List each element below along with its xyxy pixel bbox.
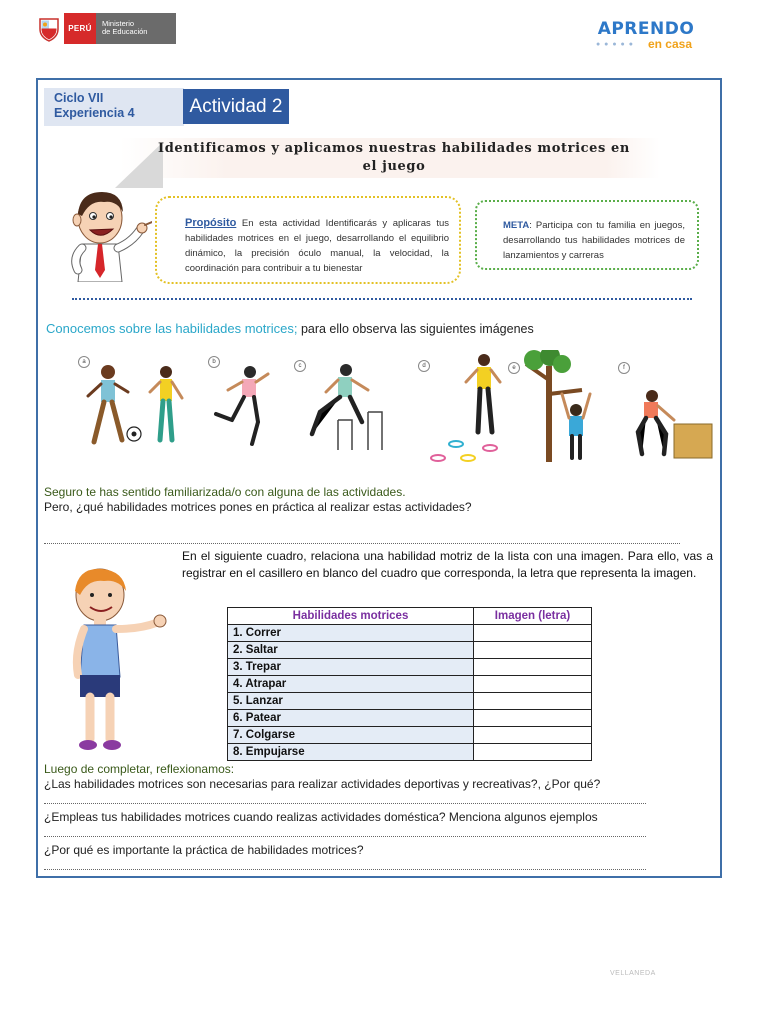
hurdles-jumper-illustration bbox=[312, 364, 382, 450]
running-girl-illustration bbox=[216, 366, 268, 444]
teacher-illustration bbox=[60, 186, 152, 282]
section-heading-highlight: Conocemos sobre las habilidades motrices; bbox=[46, 321, 298, 336]
answer-line[interactable] bbox=[44, 836, 646, 837]
skill-cell: 6. Patear bbox=[228, 710, 474, 727]
coat-of-arms-icon bbox=[34, 13, 64, 44]
answer-cell[interactable] bbox=[474, 710, 592, 727]
goal-text: : Participa con tu familia en juegos, desarrollando tus habilidades motrices de lanzamientos y carreras bbox=[503, 220, 685, 261]
brand-top: APRENDO bbox=[597, 19, 695, 39]
answer-line[interactable] bbox=[44, 543, 680, 544]
reflection-question-2: ¿Empleas tus habilidades motrices cuando realizas actividades doméstica? Menciona algunos ejemplos bbox=[44, 810, 598, 824]
table-row bbox=[228, 744, 592, 761]
skill-cell: 5. Lanzar bbox=[228, 693, 474, 710]
table-instructions: En el siguiente cuadro, relaciona una habilidad motriz de la lista con una imagen. Para ello, vas a registrar en el casillero en blanco del cuadro que corresponda, la letra que representa la imagen. bbox=[182, 549, 713, 580]
goal-label: META bbox=[503, 220, 530, 231]
brand-dots: ● ● ● ● ● bbox=[596, 41, 634, 48]
activities-image-strip bbox=[76, 350, 716, 468]
brand-bottom: en casa bbox=[647, 37, 692, 51]
ministry-logo bbox=[34, 13, 176, 44]
section-heading bbox=[46, 321, 534, 336]
table-row bbox=[228, 642, 592, 659]
answer-line[interactable] bbox=[44, 869, 646, 870]
answer-cell[interactable] bbox=[474, 693, 592, 710]
skill-cell: 3. Trepar bbox=[228, 659, 474, 676]
image-label-a: a bbox=[78, 356, 90, 368]
prompt-familiar: Seguro te has sentido familiarizada/o con alguna de las actividades. bbox=[44, 485, 406, 499]
table-row bbox=[228, 693, 592, 710]
ministry-name: Ministerio de Educación bbox=[96, 13, 176, 44]
purpose-text: En esta actividad Identificarás y aplicaras tus habilidades motrices en el juego, desarrollando el equilibrio dinámico, la precisión óculo manual, la velocidad, la coordinación para contribuir a tu bienestar bbox=[185, 218, 449, 274]
cycle-badge bbox=[44, 88, 184, 126]
answer-cell[interactable] bbox=[474, 642, 592, 659]
prompt-question: Pero, ¿qué habilidades motrices pones en práctica al realizar estas actividades? bbox=[44, 500, 472, 514]
skill-cell: 1. Correr bbox=[228, 625, 474, 642]
kicking-kids-illustration bbox=[88, 365, 182, 442]
skill-cell: 8. Empujarse bbox=[228, 744, 474, 761]
image-label-e: e bbox=[508, 362, 520, 374]
answer-cell[interactable] bbox=[474, 625, 592, 642]
table-row bbox=[228, 727, 592, 744]
page-title: Identificamos y aplicamos nuestras habilidades motrices en el juego bbox=[158, 141, 630, 174]
activity-label: Actividad 2 bbox=[183, 89, 289, 124]
reflection-question-3: ¿Por qué es importante la práctica de habilidades motrices? bbox=[44, 843, 364, 857]
footer-watermark: VELLANEDA bbox=[610, 970, 656, 977]
image-label-b: b bbox=[208, 356, 220, 368]
column-header-image: Imagen (letra) bbox=[474, 608, 592, 625]
country-label: PERÚ bbox=[64, 13, 96, 44]
experience-label: Experiencia 4 bbox=[54, 106, 135, 120]
skill-cell: 4. Atrapar bbox=[228, 676, 474, 693]
cycle-label: Ciclo VII bbox=[54, 91, 104, 105]
image-label-f: f bbox=[618, 362, 630, 374]
answer-cell[interactable] bbox=[474, 744, 592, 761]
table-row bbox=[228, 659, 592, 676]
reflection-question-1: ¿Las habilidades motrices son necesarias para realizar actividades deportivas y recreativas?, ¿Por qué? bbox=[44, 777, 601, 791]
section-heading-rest: para ello observa las siguientes imágenes bbox=[297, 322, 534, 336]
table-row bbox=[228, 625, 592, 642]
skills-table bbox=[227, 607, 592, 761]
column-header-skills: Habilidades motrices bbox=[228, 608, 474, 625]
boy-illustration bbox=[60, 567, 172, 757]
table-header-row bbox=[228, 608, 592, 625]
skill-cell: 7. Colgarse bbox=[228, 727, 474, 744]
purpose-label: Propósito bbox=[185, 217, 237, 229]
reflection-heading: Luego de completar, reflexionamos: bbox=[44, 762, 235, 776]
image-label-c: c bbox=[294, 360, 306, 372]
table-row bbox=[228, 710, 592, 727]
goal-box bbox=[475, 200, 699, 270]
catching-girl-illustration bbox=[431, 354, 500, 461]
table-row bbox=[228, 676, 592, 693]
answer-cell[interactable] bbox=[474, 727, 592, 744]
answer-cell[interactable] bbox=[474, 676, 592, 693]
answer-line[interactable] bbox=[44, 803, 646, 804]
skill-cell: 2. Saltar bbox=[228, 642, 474, 659]
answer-cell[interactable] bbox=[474, 659, 592, 676]
hanging-boy-tree-illustration bbox=[524, 350, 590, 462]
section-divider bbox=[72, 298, 692, 300]
purpose-box bbox=[155, 196, 461, 284]
pushing-box-illustration bbox=[638, 390, 712, 458]
image-label-d: d bbox=[418, 360, 430, 372]
aprendo-en-casa-logo bbox=[594, 20, 698, 50]
